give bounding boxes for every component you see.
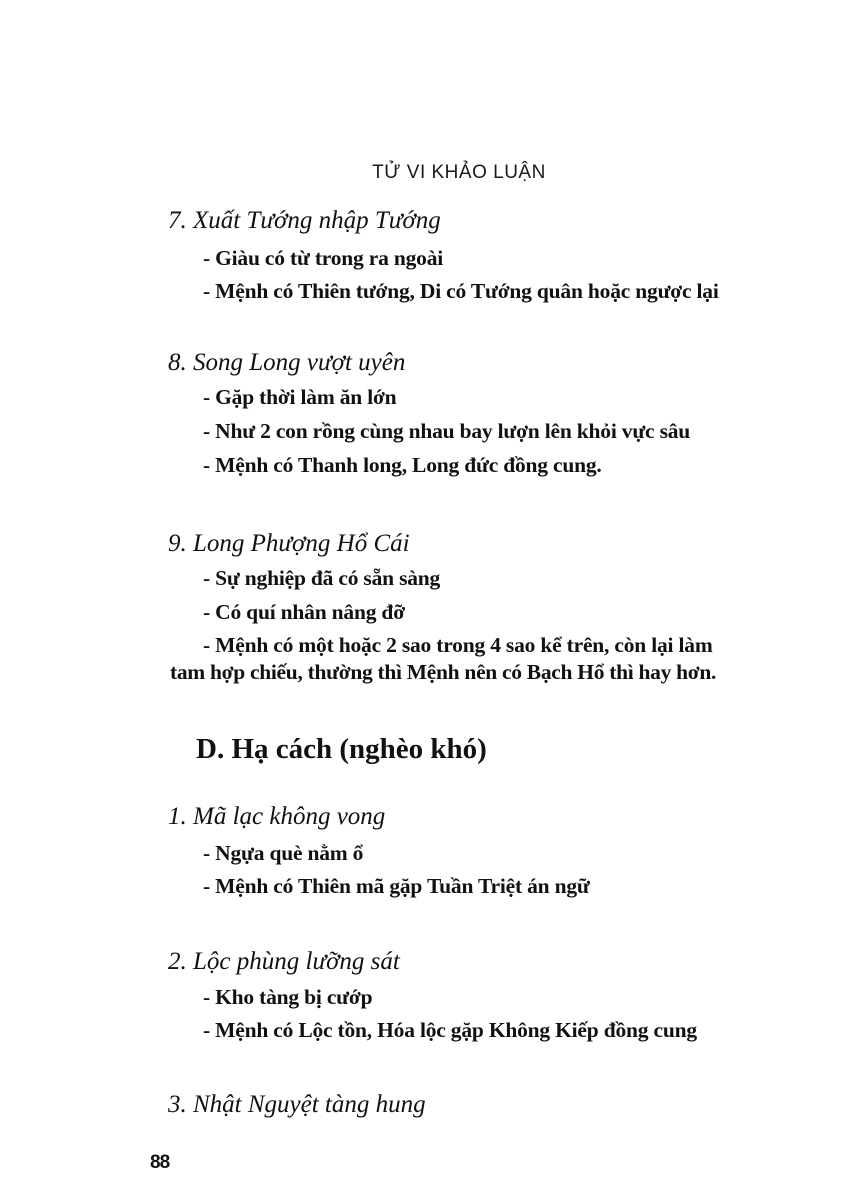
bullet-line: - Gặp thời làm ăn lớn: [203, 385, 397, 409]
page-number: 88: [150, 1152, 170, 1173]
item-title: 1. Mã lạc không vong: [168, 803, 386, 830]
bullet-line: - Ngựa què nằm ổ: [203, 841, 364, 865]
item-title: 9. Long Phượng Hổ Cái: [168, 530, 410, 557]
bullet-line: - Có quí nhân nâng đỡ: [203, 600, 405, 624]
bullet-line: - Mệnh có Thiên tướng, Di có Tướng quân hoặc ngược lại: [203, 279, 719, 303]
bullet-line: - Như 2 con rồng cùng nhau bay lượn lên khỏi vực sâu: [203, 419, 691, 443]
bullet-line: - Mệnh có Thiên mã gặp Tuần Triệt án ngữ: [203, 874, 590, 898]
bullet-line: - Sự nghiệp đã có sẵn sàng: [203, 566, 441, 590]
item-title: 7. Xuất Tướng nhập Tướng: [168, 207, 441, 234]
bullet-line: - Mệnh có Thanh long, Long đức đồng cung.: [203, 453, 602, 477]
bullet-continuation: tam hợp chiếu, thường thì Mệnh nên có Bạch Hổ thì hay hơn.: [170, 660, 717, 684]
bullet-line: - Mệnh có một hoặc 2 sao trong 4 sao kể trên, còn lại làm: [203, 633, 713, 657]
item-title: 8. Song Long vượt uyên: [168, 349, 406, 376]
bullet-line: - Kho tàng bị cướp: [203, 985, 373, 1009]
bullet-line: - Mệnh có Lộc tồn, Hóa lộc gặp Không Kiếp đồng cung: [203, 1018, 697, 1042]
bullet-line: - Giàu có từ trong ra ngoài: [203, 246, 444, 270]
item-title: 2. Lộc phùng lưỡng sát: [168, 948, 400, 975]
section-heading: D. Hạ cách (nghèo khó): [196, 733, 487, 765]
running-header: TỬ VI KHẢO LUẬN: [372, 162, 546, 183]
item-title: 3. Nhật Nguyệt tàng hung: [168, 1091, 426, 1118]
